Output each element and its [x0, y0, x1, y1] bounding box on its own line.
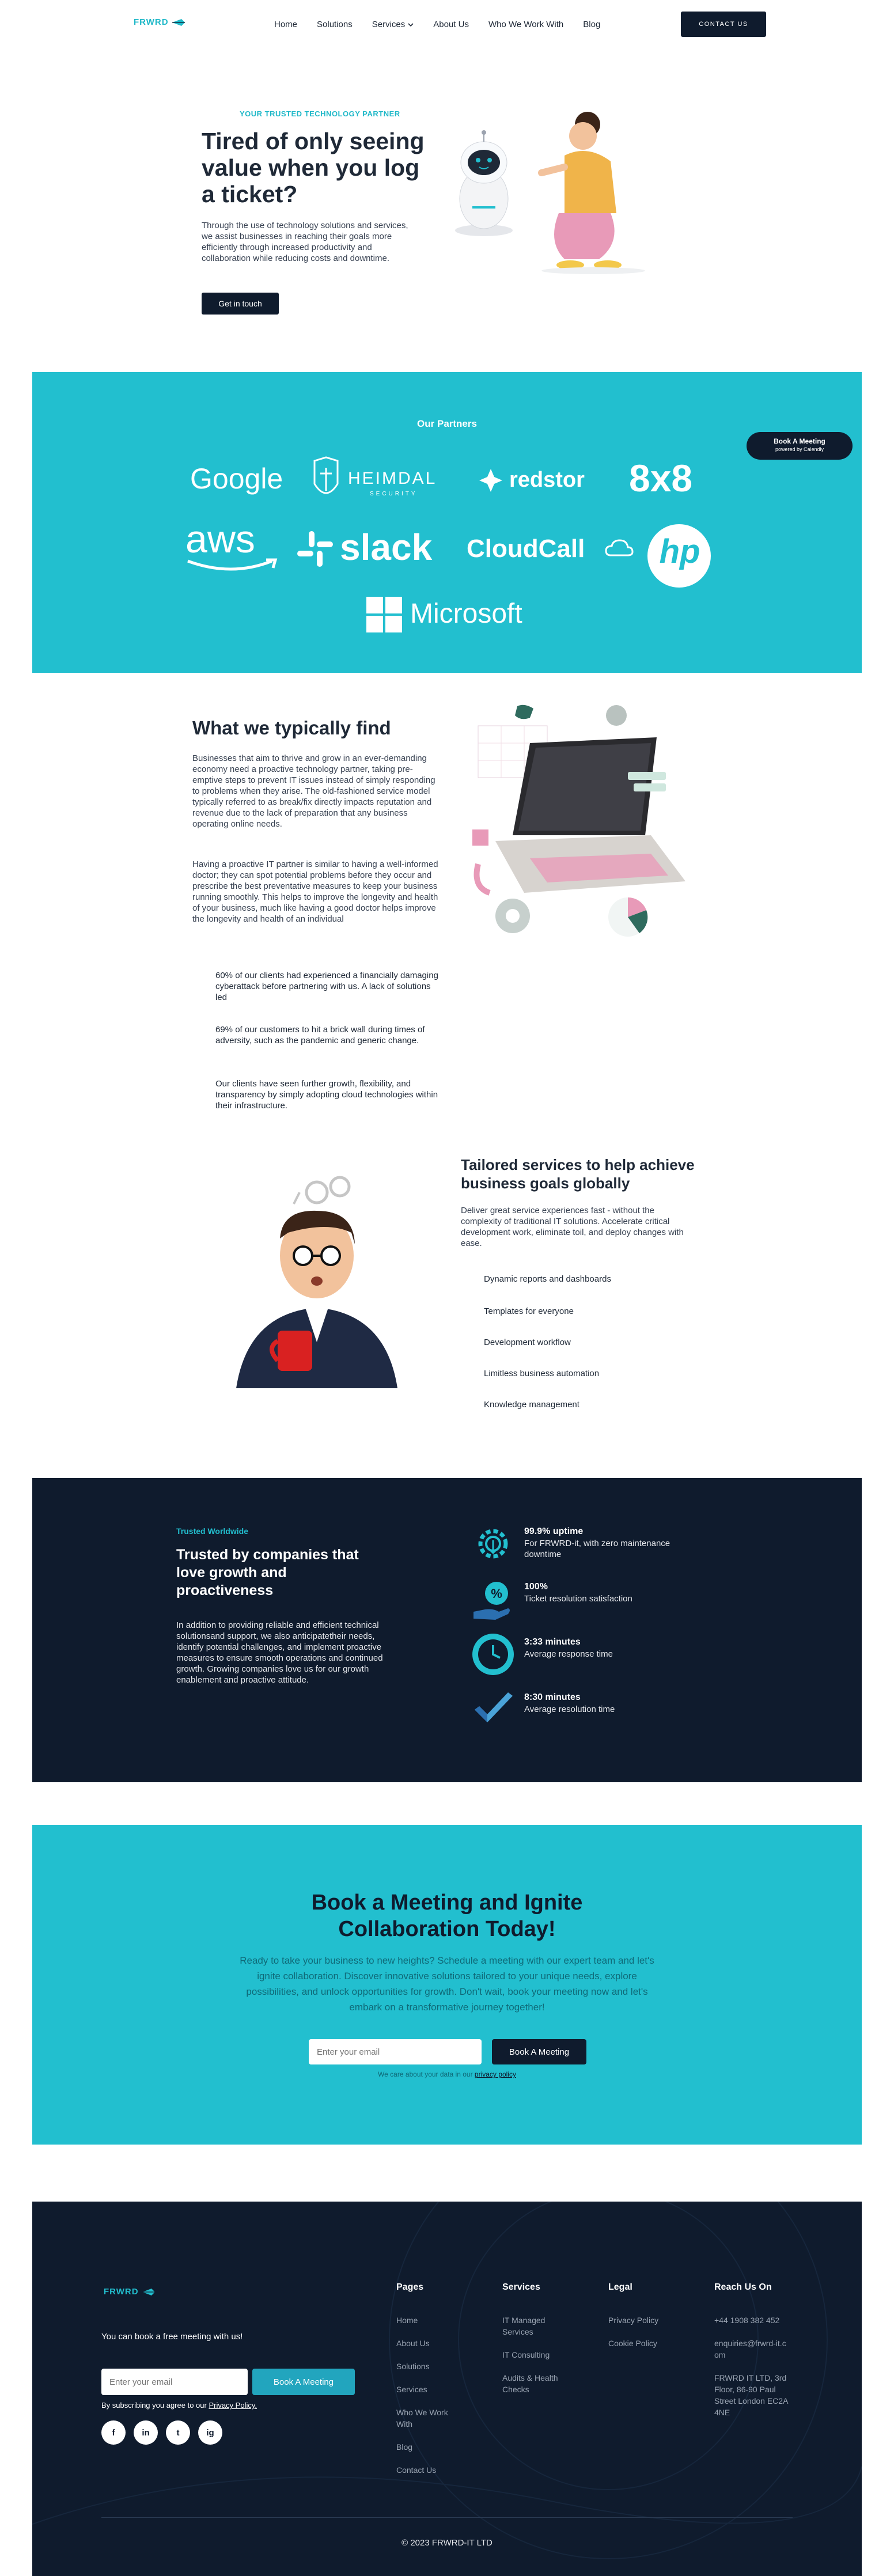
- robot-and-person-illustration: [449, 98, 697, 276]
- calendly-book-meeting-button[interactable]: [747, 432, 853, 460]
- laptop-illustration: [461, 703, 697, 945]
- footer-link-blog[interactable]: Blog: [396, 2442, 413, 2452]
- hp-logo: [646, 523, 712, 589]
- slack-logo: [296, 526, 452, 573]
- facebook-icon[interactable]: f: [101, 2420, 126, 2445]
- footer-subscribe-note: [101, 2401, 257, 2410]
- footer-book-meeting-button[interactable]: Book A Meeting: [252, 2369, 355, 2395]
- stat-resolution-value: 8:30 minutes: [524, 1692, 581, 1702]
- tailored-item-templates: Templates for everyone: [484, 1306, 574, 1316]
- logo-arrow-icon: [141, 2287, 156, 2297]
- twitter-icon[interactable]: t: [166, 2420, 190, 2445]
- footer-link-it-managed[interactable]: IT Managed Services: [502, 2316, 546, 2336]
- calendly-sub: powered by Calendly: [775, 446, 824, 452]
- find-stat-1: 60% of our clients had experienced a financially damaging cyberattack before partnering with us. A lack of solutions led: [215, 971, 438, 1002]
- book-privacy-prefix: We care about your data in our: [378, 2070, 473, 2078]
- microsoft-wordmark: Microsoft: [410, 598, 522, 629]
- footer-logo[interactable]: [104, 2287, 156, 2297]
- partners-title: Our Partners: [417, 418, 477, 429]
- partners-section: [32, 372, 862, 673]
- tailored-item-knowledge: Knowledge management: [484, 1400, 579, 1410]
- redstor-wordmark: redstor: [509, 468, 585, 492]
- nav-home[interactable]: Home: [274, 20, 298, 29]
- header-logo[interactable]: [134, 17, 186, 27]
- nav-about[interactable]: About Us: [433, 20, 469, 29]
- find-stat-2: 69% of our customers to hit a brick wall during times of adversity, such as the pandemic and generic change.: [215, 1025, 425, 1045]
- clock-icon: [470, 1631, 516, 1677]
- book-text: Ready to take your business to new heights? Schedule a meeting with our expert team and let's ignite collaboration. Discover innovative solutions tailored to your unique needs, explore possibilities, and unlock opportunities for growth. Don't wait, book your meeting now and let's embark on a transformative journey together!: [240, 1955, 654, 2013]
- site-header: [0, 0, 894, 48]
- footer-email[interactable]: enquiries@frwrd-it.com: [714, 2339, 786, 2359]
- stat-uptime-value: 99.9% uptime: [524, 1526, 584, 1536]
- footer-address: FRWRD IT LTD, 3rd Floor, 86-90 Paul Street London EC2A 4NE: [714, 2373, 788, 2417]
- footer-link-cookie[interactable]: Cookie Policy: [608, 2339, 657, 2348]
- footer-privacy-link[interactable]: Privacy Policy.: [209, 2401, 257, 2410]
- nav-who-we-work-with[interactable]: Who We Work With: [488, 20, 564, 29]
- hero-text: Through the use of technology solutions and services, we assist businesses in reaching their goals more efficiently through increased productivity and collaboration while reducing costs and downtime.: [202, 221, 408, 263]
- stat-response-label: Average response time: [524, 1649, 613, 1659]
- find-paragraph-1: Businesses that aim to thrive and grow in an ever-demanding economy need a proactive technology partner, taking pre-emptive steps to prevent IT issues instead of simply responding to problems when they arise. The old-fashioned service model typically referred to as break/fix directly impacts reputation and revenue due to the lack of preparation that any business operating online needs.: [192, 753, 435, 829]
- find-title: What we typically find: [192, 717, 391, 738]
- stat-response: [470, 1631, 712, 1677]
- stat-uptime: [470, 1521, 712, 1567]
- footer-link-it-consulting[interactable]: IT Consulting: [502, 2350, 550, 2359]
- stat-satisfaction-value: 100%: [524, 1582, 548, 1592]
- 8x8-logo: 8x8: [629, 457, 693, 499]
- site-footer: [32, 2202, 862, 2576]
- trusted-section: [32, 1478, 862, 1782]
- book-meeting-section: [32, 1825, 862, 2145]
- footer-link-audits[interactable]: Audits & Health Checks: [502, 2373, 558, 2394]
- trusted-eyebrow: Trusted Worldwide: [176, 1526, 248, 1536]
- tailored-item-automation: Limitless business automation: [484, 1369, 600, 1378]
- footer-reach-title: Reach Us On: [714, 2282, 772, 2292]
- stat-satisfaction: [470, 1576, 712, 1622]
- footer-copyright: © 2023 FRWRD-IT LTD: [401, 2538, 493, 2548]
- footer-services-title: Services: [502, 2282, 540, 2292]
- stat-resolution-label: Average resolution time: [524, 1704, 615, 1714]
- heimdal-wordmark: HEIMDAL: [348, 469, 437, 488]
- chevron-down-icon: [408, 22, 414, 27]
- find-paragraph-2: Having a proactive IT partner is similar to having a well-informed doctor; they can spot potential problems before they occur and prescribe the best preventative measures to keep your business running smoothly. This helps to improve the longevity and health of your business, much like having a good doctor helps improve the longevity and health of an individual: [192, 859, 438, 924]
- hp-wordmark: hp: [659, 533, 700, 570]
- google-logo: Google: [190, 463, 283, 495]
- svg-text:%: %: [491, 1586, 502, 1601]
- tailored-text: Deliver great service experiences fast - without the complexity of traditional IT solutions. Accelerate critical development work, eliminate toil, and deploy changes with ease.: [461, 1206, 684, 1248]
- check-icon: [470, 1687, 516, 1733]
- trusted-text: In addition to providing reliable and efficient technical solutionsand support, we also anticipatetheir needs, identify potential challenges, and implement proactive measures to ensure smooth operations and continued growth. Growing companies love us for our growth enablement and proactive attitude.: [176, 1620, 383, 1685]
- book-meeting-button[interactable]: Book A Meeting: [492, 2039, 586, 2064]
- cloudcall-logo: [467, 535, 634, 569]
- footer-link-about[interactable]: About Us: [396, 2339, 430, 2348]
- book-email-input[interactable]: [309, 2039, 482, 2064]
- contact-us-button[interactable]: CONTACT US: [681, 12, 766, 37]
- footer-link-who-we-work-with[interactable]: Who We Work With: [396, 2408, 448, 2429]
- cloud-icon: [605, 538, 634, 559]
- footer-free-meeting-text: You can book a free meeting with us!: [101, 2332, 243, 2342]
- nav-services-label: Services: [372, 20, 406, 29]
- redstor-logo: [478, 467, 599, 495]
- tailored-item-workflow: Development workflow: [484, 1338, 571, 1347]
- footer-pages-title: Pages: [396, 2282, 424, 2292]
- tailored-title: Tailored services to help achieve business goals globally: [461, 1156, 695, 1192]
- book-title: Book a Meeting and Ignite Collaboration Today!: [311, 1891, 583, 1941]
- footer-link-contact[interactable]: Contact Us: [396, 2465, 437, 2475]
- footer-legal-title: Legal: [608, 2282, 632, 2292]
- microsoft-windows-icon: [366, 597, 402, 632]
- logo-text: FRWRD: [134, 17, 169, 27]
- heimdal-logo: [310, 456, 442, 505]
- cloudcall-wordmark: CloudCall: [467, 535, 585, 563]
- slack-hash-icon: [296, 530, 334, 568]
- stat-uptime-label: For FRWRD-it, with zero maintenance downtime: [524, 1539, 670, 1559]
- instagram-icon[interactable]: ig: [198, 2420, 222, 2445]
- footer-link-home[interactable]: Home: [396, 2316, 418, 2325]
- book-privacy-note: [32, 2070, 862, 2078]
- stat-satisfaction-label: Ticket resolution satisfaction: [524, 1594, 632, 1604]
- hero-eyebrow: YOUR TRUSTED TECHNOLOGY PARTNER: [240, 109, 400, 118]
- footer-link-solutions[interactable]: Solutions: [396, 2362, 430, 2371]
- footer-divider: [101, 2517, 793, 2518]
- linkedin-icon[interactable]: in: [134, 2420, 158, 2445]
- microsoft-logo: [366, 596, 533, 634]
- aws-wordmark: aws: [185, 517, 255, 561]
- stat-response-value: 3:33 minutes: [524, 1637, 581, 1647]
- calendly-label: Book A Meeting: [774, 437, 825, 445]
- privacy-policy-link[interactable]: privacy policy: [474, 2070, 516, 2078]
- businessman-illustration: [213, 1169, 421, 1388]
- percent-hand-icon: [470, 1576, 516, 1622]
- footer-link-privacy[interactable]: Privacy Policy: [608, 2316, 659, 2325]
- find-stat-3: Our clients have seen further growth, flexibility, and transparency by simply adopting cloud technologies within their infrastructure.: [215, 1079, 438, 1111]
- nav-blog[interactable]: Blog: [583, 20, 601, 29]
- aws-smile-icon: [185, 558, 283, 575]
- footer-phone[interactable]: +44 1908 382 452: [714, 2316, 780, 2325]
- footer-subscribe-prefix: By subscribing you agree to our: [101, 2401, 207, 2410]
- aws-logo: [185, 518, 283, 576]
- heimdal-helmet-icon: [310, 456, 342, 505]
- hero-title: Tired of only seeing value when you log a ticket?: [202, 128, 425, 207]
- tailored-item-reports: Dynamic reports and dashboards: [484, 1274, 611, 1284]
- slack-wordmark: slack: [340, 526, 433, 568]
- footer-email-input[interactable]: [101, 2369, 248, 2395]
- footer-logo-text: FRWRD: [104, 2287, 139, 2297]
- heimdal-subtitle: SECURITY: [370, 491, 418, 497]
- get-in-touch-button[interactable]: Get in touch: [202, 293, 279, 315]
- stat-resolution: [470, 1687, 712, 1733]
- gear-icon: [470, 1521, 516, 1567]
- footer-link-services[interactable]: Services: [396, 2385, 427, 2394]
- trusted-title: Trusted by companies that love growth and proactiveness: [176, 1547, 359, 1598]
- redstor-star-icon: [478, 468, 503, 493]
- logo-arrow-icon: [171, 18, 186, 27]
- nav-services[interactable]: [372, 20, 414, 29]
- nav-solutions[interactable]: Solutions: [317, 20, 353, 29]
- main-nav: [274, 20, 600, 29]
